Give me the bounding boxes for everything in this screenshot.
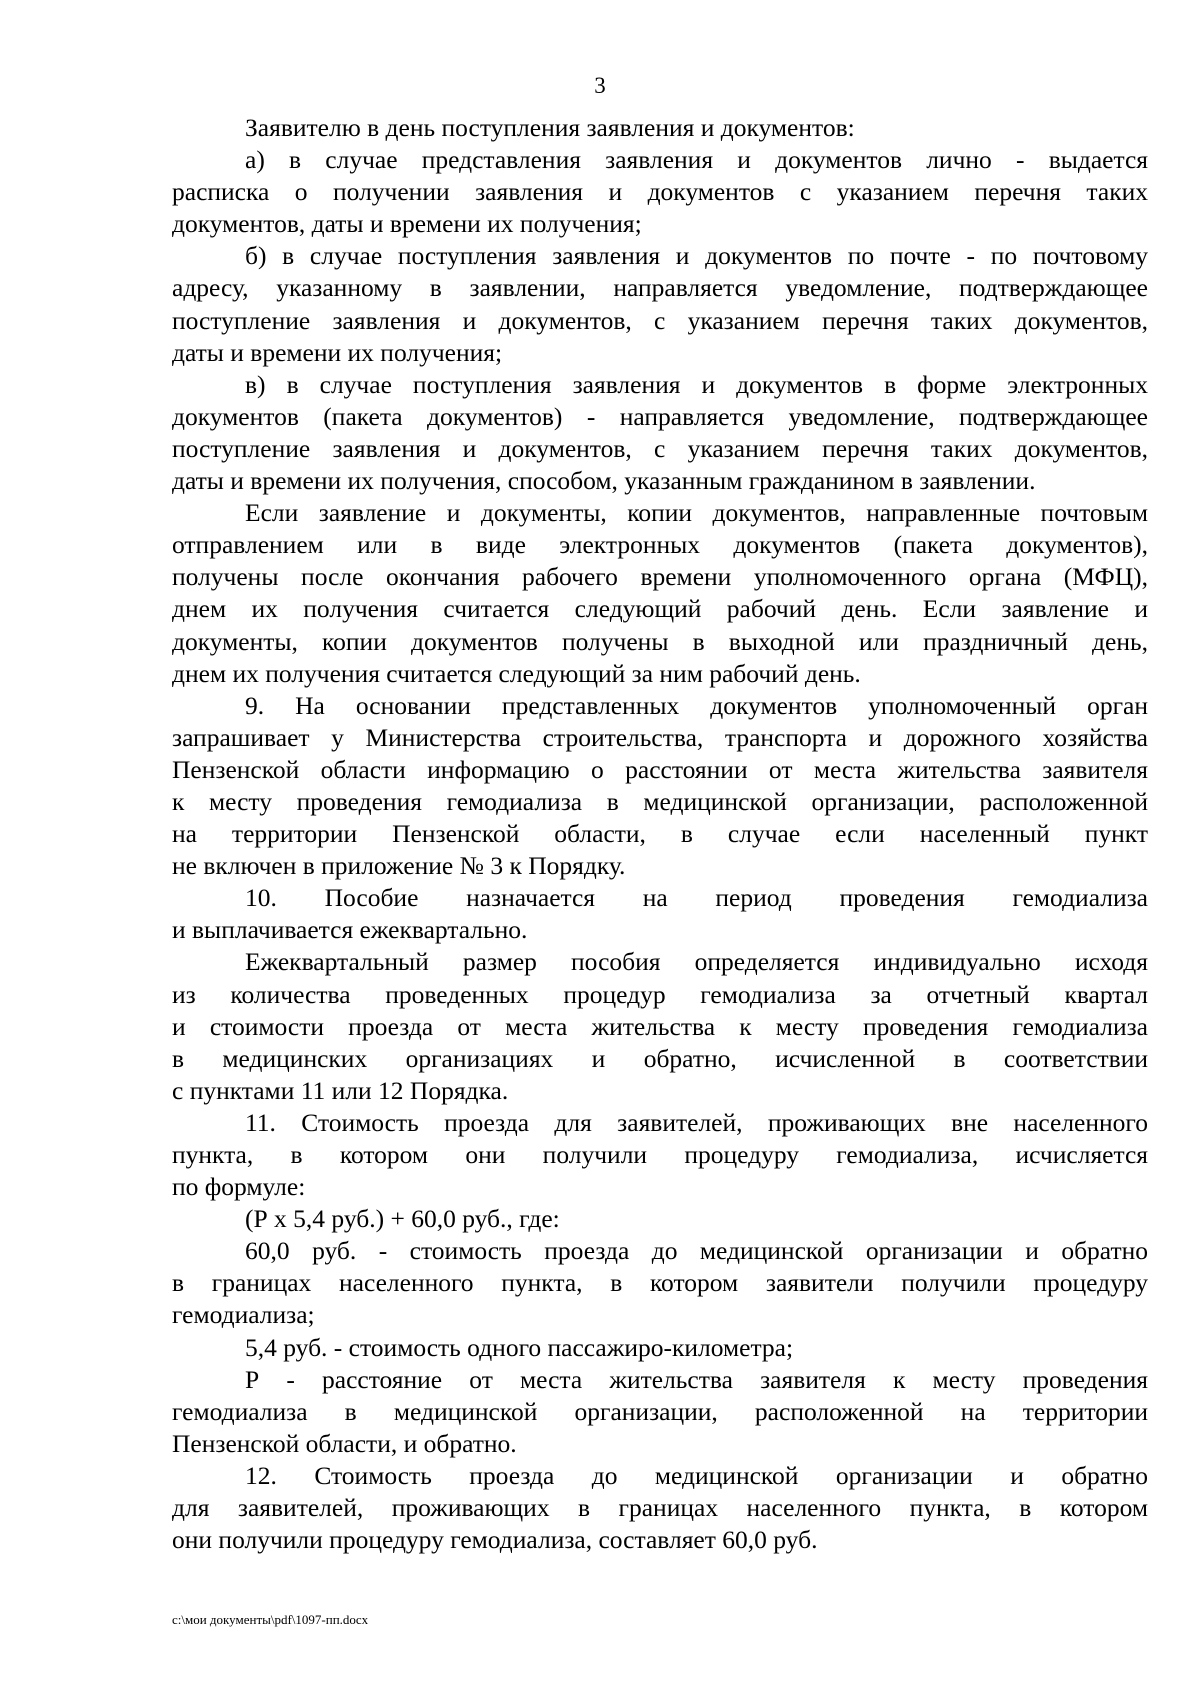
text-line: а) в случае представления заявления и документов лично - выдается <box>245 145 1148 175</box>
text-line: даты и времени их получения, способом, указанным гражданином в заявлении. <box>172 466 1036 496</box>
text-line: гемодиализа; <box>172 1300 315 1330</box>
text-line: запрашивает у Министерства строительства, транспорта и дорожного хозяйства <box>172 722 1148 752</box>
text-line: 10. Пособие назначается на период проведения гемодиализа <box>245 883 1148 913</box>
text-line: в границах населенного пункта, в котором заявители получили процедуру <box>172 1268 1148 1298</box>
text-line: 9. На основании представленных документов уполномоченный орган <box>245 690 1148 720</box>
text-line: к месту проведения гемодиализа в медицинской организации, расположенной <box>172 786 1148 816</box>
text-line: документов (пакета документов) - направляется уведомление, подтверждающее <box>172 401 1148 431</box>
text-line: Р - расстояние от места жительства заявителя к месту проведения <box>245 1364 1148 1394</box>
text-line: адресу, указанному в заявлении, направляется уведомление, подтверждающее <box>172 273 1148 303</box>
text-line: и выплачивается ежеквартально. <box>172 915 528 945</box>
text-line: получены после окончания рабочего времени уполномоченного органа (МФЦ), <box>172 562 1148 592</box>
text-line: по формуле: <box>172 1172 306 1202</box>
text-line: б) в случае поступления заявления и документов по почте - по почтовому <box>245 241 1148 271</box>
text-line: даты и времени их получения; <box>172 337 503 367</box>
text-line: 5,4 руб. - стоимость одного пассажиро-километра; <box>245 1332 794 1362</box>
text-line: и стоимости проезда от места жительства к месту проведения гемодиализа <box>172 1011 1148 1041</box>
text-line: расписка о получении заявления и документов с указанием перечня таких <box>172 177 1148 207</box>
text-line: в) в случае поступления заявления и документов в форме электронных <box>245 369 1148 399</box>
text-line: отправлением или в виде электронных документов (пакета документов), <box>172 530 1148 560</box>
text-line: 60,0 руб. - стоимость проезда до медицинской организации и обратно <box>245 1236 1148 1266</box>
page-number: 3 <box>594 73 606 98</box>
text-line: Ежеквартальный размер пособия определяется индивидуально исходя <box>245 947 1148 977</box>
text-line: на территории Пензенской области, в случае если населенный пункт <box>172 819 1148 849</box>
text-line: 11. Стоимость проезда для заявителей, проживающих вне населенного <box>245 1107 1148 1137</box>
text-line: поступление заявления и документов, с указанием перечня таких документов, <box>172 305 1148 335</box>
text-line: они получили процедуру гемодиализа, составляет 60,0 руб. <box>172 1525 818 1555</box>
text-line: Пензенской области информацию о расстоянии от места жительства заявителя <box>172 754 1148 784</box>
text-line: Заявителю в день поступления заявления и документов: <box>245 113 855 142</box>
text-line: из количества проведенных процедур гемодиализа за отчетный квартал <box>172 979 1148 1009</box>
text-line: Пензенской области, и обратно. <box>172 1428 517 1458</box>
text-line: документы, копии документов получены в выходной или праздничный день, <box>172 626 1148 656</box>
text-line: для заявителей, проживающих в границах населенного пункта, в котором <box>172 1493 1148 1523</box>
text-line: Если заявление и документы, копии документов, направленные почтовым <box>245 498 1148 528</box>
text-line: гемодиализа в медицинской организации, расположенной на территории <box>172 1396 1148 1426</box>
text-line: поступление заявления и документов, с указанием перечня таких документов, <box>172 433 1148 463</box>
text-line: днем их получения считается следующий за ним рабочий день. <box>172 658 861 688</box>
text-line: пункта, в котором они получили процедуру гемодиализа, исчисляется <box>172 1140 1148 1169</box>
text-line: документов, даты и времени их получения; <box>172 209 642 239</box>
document-body <box>172 112 1148 1556</box>
formula-line: (Р х 5,4 руб.) + 60,0 руб., где: <box>245 1204 560 1234</box>
file-path-footer: c:\мои документы\pdf\1097-пп.docx <box>172 1612 369 1627</box>
text-line: с пунктами 11 или 12 Порядка. <box>172 1075 509 1105</box>
text-line: днем их получения считается следующий рабочий день. Если заявление и <box>172 594 1148 624</box>
text-line: 12. Стоимость проезда до медицинской организации и обратно <box>245 1460 1148 1490</box>
text-line: в медицинских организациях и обратно, исчисленной в соответствии <box>172 1043 1148 1073</box>
text-line: не включен в приложение № 3 к Порядку. <box>172 851 626 881</box>
